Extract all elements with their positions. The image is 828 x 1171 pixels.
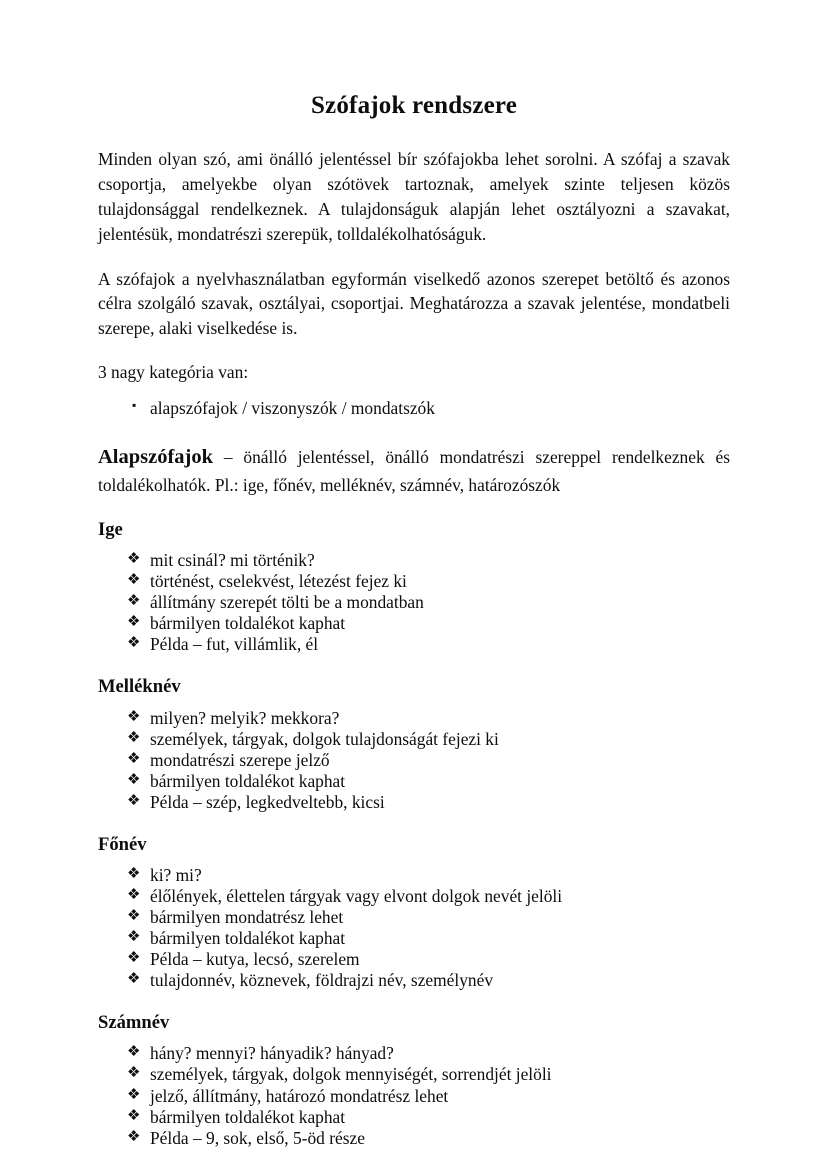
list-item-label: bármilyen toldalékot kaphat bbox=[150, 928, 346, 949]
list-item bbox=[98, 613, 730, 634]
list-item bbox=[98, 970, 730, 991]
diamond-bullet-icon: ❖ bbox=[127, 635, 141, 652]
list-item bbox=[98, 592, 730, 613]
definition-text: – önálló jelentéssel, önálló mondatrészi szereppel rendelkeznek és toldalékolhatók. Pl.: ige, főnév, melléknév, számnév, határozószók bbox=[98, 447, 730, 495]
list-item-label: személyek, tárgyak, dolgok tulajdonságát fejezi ki bbox=[150, 728, 499, 749]
list-item bbox=[98, 396, 730, 421]
diamond-bullet-icon: ❖ bbox=[127, 750, 141, 767]
section-heading-szamnev: Számnév bbox=[98, 1012, 170, 1034]
diamond-bullet-icon: ❖ bbox=[127, 614, 141, 631]
diamond-bullet-icon: ❖ bbox=[127, 1107, 141, 1124]
diamond-bullet-icon: ❖ bbox=[127, 593, 141, 610]
list-item bbox=[98, 571, 730, 592]
intro-paragraph-1: Minden olyan szó, ami önálló jelentéssel bír szófajokba lehet sorolni. A szófaj a szavak csoportja, amelyekbe olyan szótövek tartoznak, amelyek szinte teljesen közös tulajdonsággal rendelkeznek. A tulajdonságuk alapján lehet osztályozni a szavakat, jelentésük, mondatrészi szerepük, tolldalékolhatóságuk. bbox=[98, 149, 730, 244]
list-item-label: mondatrészi szerepe jelző bbox=[150, 749, 330, 770]
list-item bbox=[98, 1086, 730, 1107]
list-item-label: tulajdonnév, köznevek, földrajzi név, személynév bbox=[150, 970, 494, 991]
diamond-bullet-icon: ❖ bbox=[127, 908, 141, 925]
page-title: Szófajok rendszere bbox=[310, 92, 518, 119]
diamond-bullet-icon: ❖ bbox=[127, 929, 141, 946]
list-item bbox=[98, 729, 730, 750]
list-item-label: történést, cselekvést, létezést fejez ki bbox=[150, 571, 407, 592]
diamond-bullet-icon: ❖ bbox=[127, 729, 141, 746]
list-item-label: állítmány szerepét tölti be a mondatban bbox=[150, 592, 424, 613]
list-item-label: jelző, állítmány, határozó mondatrész lehet bbox=[150, 1085, 449, 1106]
list-item-label: milyen? melyik? mekkora? bbox=[150, 707, 340, 728]
diamond-bullet-icon: ❖ bbox=[127, 950, 141, 967]
list-item bbox=[98, 1107, 730, 1128]
list-item-label: bármilyen toldalékot kaphat bbox=[150, 770, 346, 791]
intro-paragraph-2: A szófajok a nyelvhasználatban egyformán viselkedő azonos szerepet betöltő és azonos célra szolgáló szavak, osztályai, csoportjai. Meghatározza a szavak jelentése, mondatbeli szerepe, alaki viselkedése is. bbox=[98, 268, 730, 339]
list-item bbox=[98, 708, 730, 729]
diamond-bullet-icon: ❖ bbox=[127, 1065, 141, 1082]
section-list-ige bbox=[98, 542, 730, 655]
diamond-bullet-icon: ❖ bbox=[127, 971, 141, 988]
list-item-label: bármilyen mondatrész lehet bbox=[150, 907, 344, 928]
diamond-bullet-icon: ❖ bbox=[127, 792, 141, 809]
list-item bbox=[98, 949, 730, 970]
list-item bbox=[98, 928, 730, 949]
list-item bbox=[98, 771, 730, 792]
list-item bbox=[98, 1128, 730, 1149]
section-heading-ige: Ige bbox=[98, 518, 123, 540]
list-item bbox=[98, 792, 730, 813]
list-item-label: Példa – szép, legkedveltebb, kicsi bbox=[150, 791, 385, 812]
list-item-label: Példa – fut, villámlik, él bbox=[150, 634, 319, 655]
section-list-fonev bbox=[98, 857, 730, 991]
list-item bbox=[98, 550, 730, 571]
diamond-bullet-icon: ❖ bbox=[127, 551, 141, 568]
section-heading-mellekhev: Melléknév bbox=[98, 676, 181, 698]
diamond-bullet-icon: ❖ bbox=[127, 771, 141, 788]
list-item-label: Példa – kutya, lecsó, szerelem bbox=[150, 949, 360, 970]
list-item-label: ki? mi? bbox=[150, 864, 202, 885]
list-item bbox=[98, 865, 730, 886]
definition-term: Alapszófajok bbox=[98, 446, 214, 469]
list-item bbox=[98, 1043, 730, 1064]
list-item bbox=[98, 886, 730, 907]
list-item-label: hány? mennyi? hányadik? hányad? bbox=[150, 1043, 394, 1064]
definition-alapszofajok bbox=[98, 421, 730, 498]
document-page bbox=[98, 0, 730, 1149]
list-item-label: bármilyen toldalékot kaphat bbox=[150, 1106, 346, 1127]
list-item-label: Példa – 9, sok, első, 5-öd része bbox=[150, 1127, 365, 1148]
categories-intro-line: 3 nagy kategória van: bbox=[98, 362, 249, 383]
categories-list bbox=[98, 385, 730, 421]
section-list-szamnev bbox=[98, 1035, 730, 1148]
list-item bbox=[98, 907, 730, 928]
list-item-label: személyek, tárgyak, dolgok mennyiségét, sorrendjét jelöli bbox=[150, 1064, 552, 1085]
list-item-label: mit csinál? mi történik? bbox=[150, 550, 315, 571]
diamond-bullet-icon: ❖ bbox=[127, 1086, 141, 1103]
diamond-bullet-icon: ❖ bbox=[127, 1128, 141, 1145]
diamond-bullet-icon: ❖ bbox=[127, 572, 141, 589]
list-item-label: alapszófajok / viszonyszók / mondatszók bbox=[150, 398, 435, 419]
diamond-bullet-icon: ❖ bbox=[127, 865, 141, 882]
list-item bbox=[98, 634, 730, 655]
section-heading-fonev: Főnév bbox=[98, 833, 147, 855]
diamond-bullet-icon: ❖ bbox=[127, 708, 141, 725]
square-bullet-icon: ▪ bbox=[132, 397, 137, 412]
list-item-label: élőlények, élettelen tárgyak vagy elvont dolgok nevét jelöli bbox=[150, 886, 563, 906]
list-item bbox=[98, 750, 730, 771]
diamond-bullet-icon: ❖ bbox=[127, 887, 141, 903]
section-list-mellekhev bbox=[98, 700, 730, 813]
list-item-label: bármilyen toldalékot kaphat bbox=[150, 613, 346, 634]
list-item bbox=[98, 1064, 730, 1085]
diamond-bullet-icon: ❖ bbox=[127, 1044, 141, 1061]
